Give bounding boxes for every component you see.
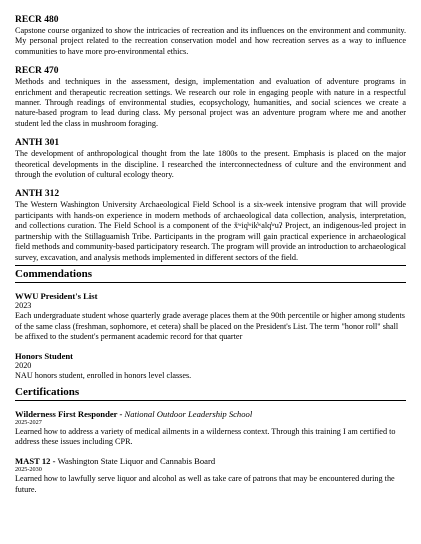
commendation-title: Honors Student: [15, 350, 74, 361]
commendation-entry: [15, 291, 406, 343]
commendation-description: NAU honors student, enrolled in honors level classes.: [15, 371, 192, 381]
commendation-title: WWU President's List: [15, 290, 98, 301]
certification-years: 2025-2027: [15, 419, 42, 427]
certification-name: Wilderness First Responder -: [15, 408, 125, 419]
commendations-heading: Commendations: [15, 267, 93, 280]
certification-description: Learned how to address a variety of medical ailments in a wilderness context. Through this training I am certified to address these issues including CPR.: [15, 427, 396, 447]
certifications-heading: Certifications: [15, 385, 80, 398]
commendation-description: Each undergraduate student whose quarterly grade average places them at the 90th percentile or higher among students of the same class (freshman, sophomore, et cetera) shall be placed on the President's List. The term "honor roll" shall be affixed to the student's permanent academic record for that quarter: [15, 311, 405, 342]
certification-entry: [15, 409, 406, 448]
certification-title: [15, 456, 406, 467]
course-entry: [15, 189, 406, 262]
course-description: The development of anthropological thought from the late 1800s to the present. Emphasis is placed on the major theoretical developments in the discipline. I researched the interconnectedness of culture and the environment and through the evolution of cultural ecology theory.: [15, 149, 406, 180]
course-entry: [15, 138, 406, 180]
section-divider: [15, 282, 406, 283]
certification-entry: [15, 456, 406, 495]
section-divider: [15, 400, 406, 401]
course-code: RECR 470: [15, 66, 59, 77]
course-code: ANTH 312: [15, 189, 60, 200]
commendation-year: 2020: [15, 361, 32, 371]
certification-name: MAST 12 -: [15, 455, 58, 466]
commendation-year: 2023: [15, 301, 32, 311]
course-description: Capstone course organized to show the intricacies of recreation and its influences on the environment and community. My personal project related to the recreation conservation model and how recreation serves as a way to influence communities to have more pro-environmental ethics.: [15, 26, 406, 56]
course-code: RECR 480: [15, 15, 59, 25]
course-entry: [15, 15, 406, 57]
course-code: ANTH 301: [15, 138, 60, 149]
section-divider: [15, 265, 406, 266]
certification-title: [15, 409, 406, 420]
certification-years: 2025-2030: [15, 466, 42, 474]
course-entry: [15, 66, 406, 129]
course-description: The Western Washington University Archaeological Field School is a six-week intensive program that will provide participants with hands-on experience in modern methods of archaeological data collection, analysis, interpretation, and collections curation. The Field School is a component of the x̌ʷiq̓ʷik̓ʷalq̓ʷuʔ Project, an indigenous-led project in partnership with the Stillaguamish Tribe. Participants in the program will gain practical experience in archaeological field methods and community-based participatory research. The program will provide an introduction to archaeological survey, excavation, and analysis methods implemented in different sectors of the field.: [15, 200, 406, 262]
certification-description: Learned how to lawfully serve liquor and alcohol as well as take care of patrons that may be encountered during the future.: [15, 474, 395, 494]
certification-organization: Washington State Liquor and Cannabis Board: [57, 455, 216, 466]
certification-organization: National Outdoor Leadership School: [124, 408, 253, 419]
course-description: Methods and techniques in the assessment, design, implementation and evaluation of adventure programs in enrichment and therapeutic recreation settings. We research our role in engaging people with nature in a respectful manner. Through readings of environmental studies, ecopsychology, humanities, and social sciences we create a nature-based program to lead during class. My personal project was an adventure program where me and another student led the class in mushroom foraging.: [15, 77, 406, 128]
commendation-entry: [15, 351, 406, 382]
